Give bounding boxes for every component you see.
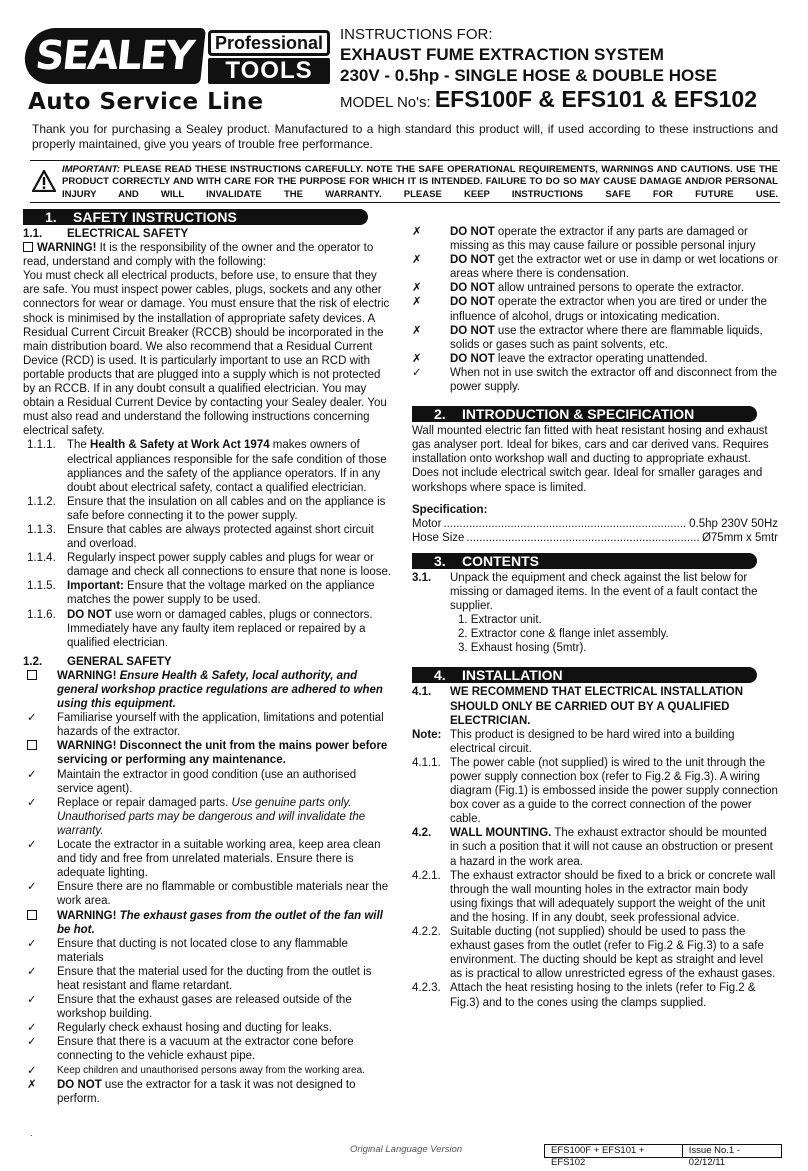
tick-icon: ✓ bbox=[27, 965, 37, 978]
bold-part: DO NOT bbox=[57, 1078, 102, 1091]
tick-item bbox=[23, 796, 393, 838]
tick-icon: ✓ bbox=[27, 881, 37, 894]
item-number: 4.2.3. bbox=[412, 982, 441, 995]
right-column bbox=[412, 225, 778, 1010]
cross-icon: ✗ bbox=[27, 1078, 37, 1091]
item-number: 3.1. bbox=[412, 571, 432, 584]
item-text bbox=[57, 796, 393, 838]
tick-icon: ✓ bbox=[27, 994, 37, 1007]
tick-item bbox=[23, 838, 393, 880]
bold-part: DO NOT bbox=[450, 254, 495, 267]
contents-item: 3. Exhaust hosing (5mtr). bbox=[458, 642, 587, 655]
item-number: 1.1. bbox=[23, 228, 43, 240]
spec-row bbox=[412, 531, 778, 545]
bold-part: Health & Safety at Work Act 1974 bbox=[90, 439, 270, 452]
section-1-header bbox=[23, 209, 368, 225]
dot-leader bbox=[443, 517, 687, 531]
bold-part: WALL MOUNTING. bbox=[450, 827, 552, 840]
spec-key: Hose Size bbox=[412, 531, 465, 544]
list-item bbox=[23, 495, 393, 523]
item-text bbox=[57, 1078, 393, 1106]
tick-item bbox=[23, 880, 393, 908]
important-lead: IMPORTANT: bbox=[62, 164, 121, 175]
item-text: Ensure that there is a vacuum at the extractor cone before connecting to the vehicle exhaust pipe. bbox=[57, 1036, 354, 1063]
item-text: Maintain the extractor in good condition (use an authorised service agent). bbox=[57, 768, 357, 795]
subsection-1-1 bbox=[23, 227, 393, 241]
section-4-header bbox=[412, 667, 757, 683]
logo-tools: TOOLS bbox=[208, 58, 330, 84]
list-item bbox=[23, 579, 393, 607]
list-item bbox=[412, 366, 778, 394]
item-number: 4.1.1. bbox=[412, 756, 441, 769]
item-text: Ensure that cables are always protected against short circuit and overload. bbox=[67, 523, 374, 551]
item-text bbox=[67, 579, 393, 607]
product-spec-line: 230V - 0.5hp - SINGLE HOSE & DOUBLE HOSE bbox=[340, 66, 717, 85]
list-item bbox=[412, 571, 778, 613]
warning-text: Ensure Health & Safety, local authority, and general workshop practice regulations are adhered to when using this equipment. bbox=[57, 669, 383, 711]
list-item bbox=[412, 352, 778, 366]
note-label: Note: bbox=[412, 728, 442, 741]
item-text: Regularly check exhaust hosing and ducting for leaks. bbox=[57, 1022, 332, 1035]
mark bbox=[23, 739, 57, 767]
item-text: Locate the extractor in a suitable working area, keep area clean and tidy and free from unrelated materials. Ensure there is adequate lighting. bbox=[57, 839, 381, 880]
item-text bbox=[450, 253, 778, 281]
item-text: Familiarise yourself with the application, limitations and potential hazards of the extractor. bbox=[57, 712, 384, 739]
italic-part: Use genuine parts only. Unauthorised parts may be dangerous and will invalidate the warranty. bbox=[57, 796, 366, 837]
list-item bbox=[23, 523, 393, 551]
list-item bbox=[412, 253, 778, 281]
title-block bbox=[340, 26, 792, 116]
item-text: The power cable (not supplied) is wired to the unit through the power supply connection box (refer to Fig.2 & Fig.3). A wiring diagram (Fig.1) is embossed inside the power supply connection box cover as a guide to the correct connection of the power cable. bbox=[450, 756, 778, 826]
electrical-body: You must check all electrical products, before use, to ensure that they are safe. You must inspect power cables, plugs, sockets and any other connectors for wear or damage. You must ensure that the risk of electric shock is minimised by the installation of appropriate safety devices. A Residual Current Circuit Breaker (RCCB) should be incorporated in the main distribution board. We also recommend that a Residual Current Device (RCD) is used. It is particularly important to use an RCD with portable products that are plugged into a supply which is not protected by an RCCB. If in any doubt consult a qualified electrician. You may obtain a Residual Current Device by contacting your Sealey dealer. You must also read and understand the following instructions concerning electrical safety. bbox=[23, 270, 390, 438]
logo-sealey: SEALEY bbox=[22, 28, 206, 84]
checkbox-square-icon bbox=[27, 670, 37, 680]
important-text bbox=[62, 164, 778, 201]
item-text: Ensure there are no flammable or combustible materials near the work area. bbox=[57, 881, 389, 908]
item-text: When not in use switch the extractor off and disconnect from the power supply. bbox=[450, 366, 778, 394]
footer-models: EFS100F + EFS101 + EFS102 bbox=[551, 1145, 645, 1168]
tick-item bbox=[23, 711, 393, 739]
footer-language: Original Language Version bbox=[350, 1144, 463, 1155]
model-numbers: EFS100F & EFS101 & EFS102 bbox=[434, 86, 757, 112]
warning-label: WARNING! bbox=[57, 909, 117, 922]
item-number: 4.2.1. bbox=[412, 869, 441, 882]
checkbox-square-icon bbox=[27, 910, 37, 920]
spec-row bbox=[412, 517, 778, 531]
item-text: The exhaust extractor should be fixed to a brick or concrete wall through the wall mounting holes in the extractor main body using fixings that will adequately support the weight of the unit and the hosing. If in any doubt, seek professional advice. bbox=[450, 869, 776, 924]
warning-text: It is the responsibility of the owner and the operator to read, understand and comply with the following: bbox=[23, 242, 374, 269]
tick-icon: ✓ bbox=[27, 1036, 37, 1049]
bold-part: DO NOT bbox=[450, 324, 495, 337]
list-item bbox=[412, 295, 778, 323]
contents-item: 1. Extractor unit. bbox=[458, 614, 542, 627]
warning-item bbox=[23, 739, 393, 767]
subsection-1-2 bbox=[23, 655, 393, 669]
item-text bbox=[57, 669, 393, 711]
model-label: MODEL No's: bbox=[340, 94, 431, 111]
item-text: WARNING! Disconnect the unit from the mains power before servicing or performing any maintenance. bbox=[57, 740, 388, 767]
list-item bbox=[412, 281, 778, 295]
subsection-title: ELECTRICAL SAFETY bbox=[67, 228, 189, 240]
note-item bbox=[412, 728, 778, 756]
item-text bbox=[450, 352, 778, 366]
tick-icon: ✓ bbox=[27, 1064, 37, 1077]
checkbox-square-icon bbox=[23, 242, 33, 252]
item-number: 1.1.6. bbox=[27, 608, 56, 621]
bold-part: DO NOT bbox=[450, 352, 495, 365]
tick-icon: ✓ bbox=[27, 712, 37, 725]
item-text: Ensure that the material used for the ducting from the outlet is heat resistant and flame retardant. bbox=[57, 965, 372, 992]
tick-item bbox=[23, 965, 393, 993]
intro-spec-body: Wall mounted electric fan fitted with heat resistant hosing and exhaust gas analyser port. Ideal for bikes, cars and car derived vans. Requires installation onto workshop wall and ducting to appropriate exhaust. Does not include electrical switch gear. Ideal for smaller garages and workshops where space is limited. bbox=[412, 425, 769, 494]
tick-item bbox=[23, 1021, 393, 1035]
tick-item bbox=[23, 768, 393, 796]
item-text: Keep children and unauthorised persons away from the working area. bbox=[57, 1064, 365, 1076]
tick-icon: ✓ bbox=[412, 366, 422, 379]
item-text: Suitable ducting (not supplied) should be used to pass the exhaust gases from the outlet (refer to Fig.2 & Fig.3) to a safe environment. The ducting should be kept as straight and level as is practical to allow unrestricted egress of the exhaust gases. bbox=[450, 926, 776, 981]
section-title: INSTALLATION bbox=[462, 667, 563, 684]
section-title: CONTENTS bbox=[462, 552, 539, 569]
electrical-warning bbox=[23, 241, 393, 269]
text-part: use worn or damaged cables, plugs or connectors. Immediately have any faulty item replaced or repaired by a qualified electrician. bbox=[67, 608, 373, 649]
section-3-header bbox=[412, 553, 757, 569]
cross-icon: ✗ bbox=[412, 296, 422, 309]
spec-title: Specification: bbox=[412, 503, 488, 516]
item-text: Ensure that the exhaust gases are released outside of the workshop building. bbox=[57, 994, 352, 1021]
mark bbox=[23, 669, 57, 711]
spec-key: Motor bbox=[412, 517, 442, 530]
logo-professional: Professional bbox=[208, 30, 330, 56]
list-item bbox=[412, 925, 778, 981]
section-title: INTRODUCTION & SPECIFICATION bbox=[462, 406, 695, 423]
text-part: operate the extractor if any parts are damaged or missing as this may cause failure or possible personal injury bbox=[450, 226, 756, 253]
list-item bbox=[412, 756, 778, 826]
tick-icon: ✓ bbox=[27, 937, 37, 950]
do-not-list bbox=[412, 225, 778, 394]
warning-item bbox=[23, 909, 393, 937]
item-text bbox=[67, 608, 393, 650]
cross-icon: ✗ bbox=[412, 324, 422, 337]
item-number: 1.1.3. bbox=[27, 523, 56, 536]
warning-label: WARNING! bbox=[57, 669, 117, 682]
important-notice bbox=[30, 160, 780, 203]
item-text: Unpack the equipment and check against the list below for missing or damaged items. In the event of a fault contact the supplier. bbox=[450, 571, 758, 613]
tick-item bbox=[23, 993, 393, 1021]
text-part: operate the extractor when you are tired or under the influence of alcohol, drugs or intoxicating medication. bbox=[450, 296, 768, 323]
spec-value: 0.5hp 230V 50Hz bbox=[689, 517, 778, 530]
text-part: makes owners of electrical appliances responsible for the safe condition of those appliances and the safety of the appliance operators. If in any doubt about electrical safety, contact a qualified electrician. bbox=[67, 439, 387, 494]
mark bbox=[23, 909, 57, 937]
item-number: 4.2. bbox=[412, 827, 432, 840]
item-number: 4.2.2. bbox=[412, 926, 441, 939]
item-text: Attach the heat resisting hosing to the inlets (refer to Fig.2 & Fig.3) and to the cones using the clamps supplied. bbox=[450, 982, 756, 1009]
sealey-logo bbox=[25, 28, 330, 115]
subsection-title: GENERAL SAFETY bbox=[67, 655, 172, 668]
item-text bbox=[450, 295, 778, 323]
section-number: 4. bbox=[434, 667, 446, 684]
item-number: 1.1.2. bbox=[27, 495, 56, 508]
cross-icon: ✗ bbox=[412, 254, 422, 267]
item-text: This product is designed to be hard wired into a building electrical circuit. bbox=[450, 728, 735, 755]
list-item bbox=[412, 826, 778, 868]
warning-text: The exhaust gases from the outlet of the fan will be hot. bbox=[57, 909, 383, 936]
footer-issue: Issue No.1 - 02/12/11 bbox=[682, 1145, 781, 1157]
checkbox-square-icon bbox=[27, 740, 37, 750]
stray-dot: . bbox=[30, 1128, 33, 1138]
bold-part: DO NOT bbox=[67, 608, 112, 621]
text-part: use the extractor where there are flammable liquids, solids or gases such as paint solvents, etc. bbox=[450, 324, 763, 351]
text-part: use the extractor for a task it was not designed to perform. bbox=[57, 1078, 356, 1105]
list-item bbox=[412, 324, 778, 352]
item-number: 1.1.5. bbox=[27, 580, 56, 593]
intro-paragraph: Thank you for purchasing a Sealey product. Manufactured to a high standard this product will, if used according to these instructions and properly maintained, give you years of trouble free performance. bbox=[32, 122, 778, 151]
item-text bbox=[450, 225, 778, 253]
section-2-header bbox=[412, 406, 757, 422]
tick-icon: ✓ bbox=[27, 768, 37, 781]
item-text: Ensure that ducting is not located close to any flammable materials bbox=[57, 937, 348, 964]
list-item bbox=[23, 608, 393, 650]
logo-auto-service-line: Auto Service Line bbox=[28, 89, 264, 115]
list-item bbox=[412, 225, 778, 253]
dot-leader bbox=[466, 531, 700, 545]
important-body: PLEASE READ THESE INSTRUCTIONS CAREFULLY. NOTE THE SAFE OPERATIONAL REQUIREMENTS, WARNINGS AND CAUTIONS. USE THE PRODUCT CORRECTLY AND WITH CARE FOR THE PURPOSE FOR WHICH IT IS INTENDED. FAILURE TO DO SO MAY CAUSE DAMAGE AND/OR PERSONAL INJURY AND WILL INVALIDATE THE WARRANTY. PLEASE KEEP INSTRUCTIONS SAFE FOR FUTURE USE. bbox=[62, 164, 778, 200]
section-number: 1. bbox=[45, 209, 57, 225]
list-item bbox=[412, 869, 778, 925]
text-part: leave the extractor operating unattended. bbox=[494, 352, 708, 365]
header bbox=[22, 22, 792, 117]
bold-part: DO NOT bbox=[450, 282, 495, 295]
footer-box bbox=[544, 1144, 782, 1168]
item-text bbox=[67, 438, 393, 494]
section-number: 3. bbox=[434, 552, 446, 569]
tick-icon: ✓ bbox=[27, 839, 37, 852]
product-title: EXHAUST FUME EXTRACTION SYSTEM bbox=[340, 45, 664, 64]
text-part: Replace or repair damaged parts. bbox=[57, 796, 232, 809]
warning-item bbox=[23, 669, 393, 711]
bold-part: DO NOT bbox=[450, 226, 495, 238]
tick-item bbox=[23, 937, 393, 965]
warning-label: WARNING! bbox=[37, 242, 97, 255]
item-text: Ensure that the insulation on all cables and on the appliance is safe before connecting it to the power supply. bbox=[67, 495, 386, 522]
item-number: 1.2. bbox=[23, 655, 43, 668]
tick-item bbox=[23, 1064, 393, 1078]
text-part: get the extractor wet or use in damp or wet locations or areas where there is condensation. bbox=[450, 254, 778, 281]
model-line bbox=[340, 86, 792, 116]
item-text bbox=[450, 826, 778, 868]
item-number: 1.1.1. bbox=[27, 439, 56, 452]
section-number: 2. bbox=[434, 406, 446, 423]
cross-icon: ✗ bbox=[412, 282, 422, 295]
item-text bbox=[450, 324, 778, 352]
bold-part: DO NOT bbox=[450, 296, 495, 309]
list-item bbox=[412, 981, 778, 1009]
list-item bbox=[23, 551, 393, 579]
contents-list bbox=[412, 613, 778, 655]
contents-item: 2. Extractor cone & flange inlet assembly. bbox=[458, 628, 669, 641]
cross-icon: ✗ bbox=[412, 226, 422, 238]
bold-part: Important: bbox=[67, 580, 124, 593]
item-number: 1.1.4. bbox=[27, 552, 56, 565]
cross-item bbox=[23, 1078, 393, 1106]
spec-value: Ø75mm x 5mtr bbox=[701, 531, 778, 544]
text-part: allow untrained persons to operate the extractor. bbox=[494, 282, 745, 295]
item-text bbox=[57, 909, 393, 937]
list-item bbox=[23, 438, 393, 494]
text-part: Ensure that the voltage marked on the appliance matches the power supply to be used. bbox=[67, 580, 375, 607]
warning-triangle-icon bbox=[32, 170, 56, 192]
item-number: 4.1. bbox=[412, 686, 432, 699]
tick-item bbox=[23, 1035, 393, 1063]
section-title: SAFETY INSTRUCTIONS bbox=[73, 209, 237, 225]
tick-icon: ✓ bbox=[27, 1022, 37, 1035]
instructions-for: INSTRUCTIONS FOR: bbox=[340, 26, 493, 43]
list-item bbox=[412, 685, 778, 727]
item-text: WE RECOMMEND THAT ELECTRICAL INSTALLATION SHOULD ONLY BE CARRIED OUT BY A QUALIFIED ELECTRICIAN. bbox=[450, 686, 744, 727]
tick-icon: ✓ bbox=[27, 796, 37, 809]
left-column bbox=[23, 209, 393, 1106]
item-text: Regularly inspect power supply cables and plugs for wear or damage and check all connections to ensure that none is loose. bbox=[67, 552, 392, 579]
text-part: The bbox=[67, 439, 91, 452]
item-text bbox=[450, 281, 778, 295]
text-part: The exhaust extractor should be mounted in such a position that it will not cause an obstruction or present a hazard in the work area. bbox=[450, 827, 773, 868]
cross-icon: ✗ bbox=[412, 352, 422, 365]
